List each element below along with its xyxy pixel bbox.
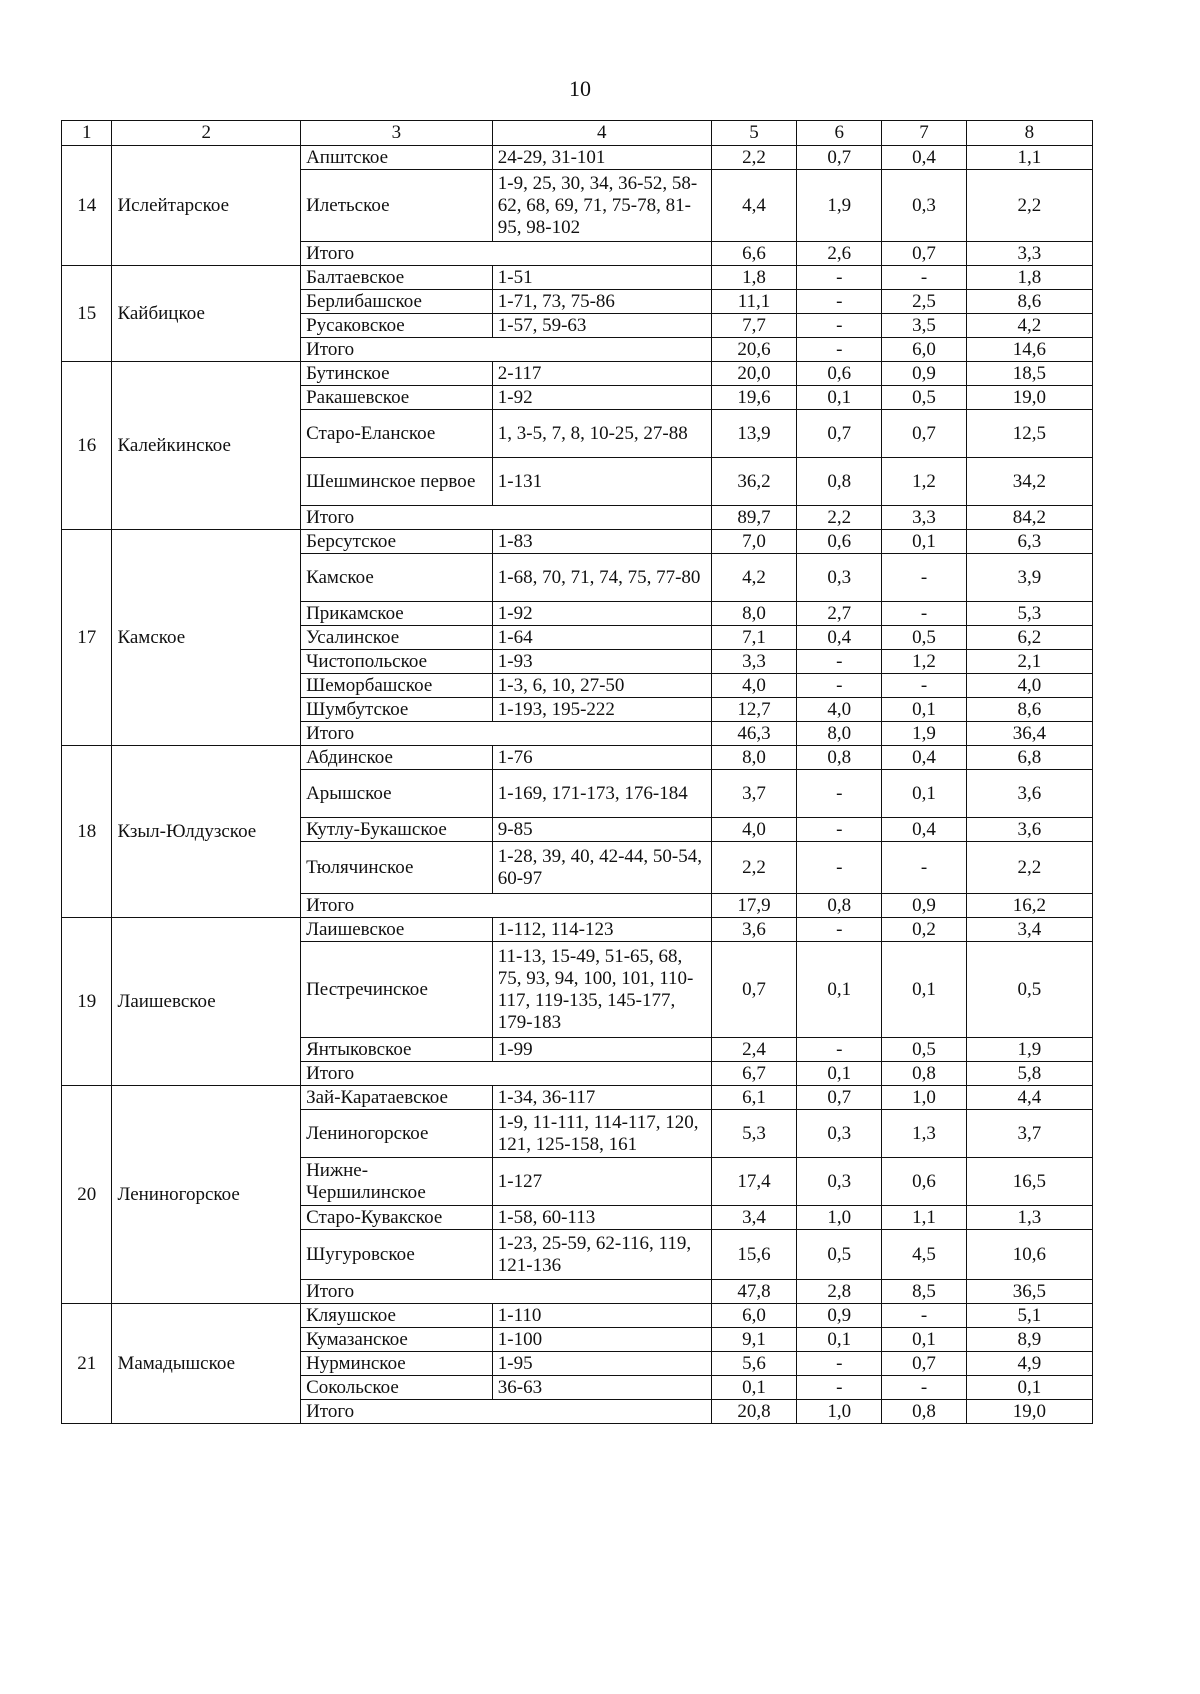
quarter-numbers: 11-13, 15-49, 51-65, 68, 75, 93, 94, 100, 101, 110-117, 119-135, 145-177, 179-183 — [492, 942, 711, 1038]
table-row — [62, 146, 1093, 170]
forestry-name: Старо-Кувакское — [301, 1206, 493, 1230]
value-col7: 6,0 — [882, 338, 967, 362]
quarter-numbers: 1-112, 114-123 — [492, 918, 711, 942]
value-col7: - — [882, 1304, 967, 1328]
value-col5: 17,9 — [711, 894, 797, 918]
quarter-numbers: 1-127 — [492, 1158, 711, 1206]
value-col8: 8,6 — [966, 290, 1092, 314]
forestry-name: Русаковское — [301, 314, 493, 338]
value-col7: 0,9 — [882, 894, 967, 918]
forestry-name: Илетьское — [301, 170, 493, 242]
value-col6: - — [797, 842, 882, 894]
value-col5: 46,3 — [711, 722, 797, 746]
value-col5: 2,2 — [711, 842, 797, 894]
value-col5: 4,0 — [711, 818, 797, 842]
value-col6: - — [797, 314, 882, 338]
value-col5: 8,0 — [711, 602, 797, 626]
forestry-name: Тюлячинское — [301, 842, 493, 894]
quarter-numbers: 1-28, 39, 40, 42-44, 50-54, 60-97 — [492, 842, 711, 894]
value-col5: 1,8 — [711, 266, 797, 290]
district-number: 14 — [62, 146, 112, 266]
value-col5: 3,6 — [711, 918, 797, 942]
column-header: 2 — [112, 121, 301, 146]
value-col8: 3,6 — [966, 770, 1092, 818]
district-number: 20 — [62, 1086, 112, 1304]
value-col6: 0,8 — [797, 458, 882, 506]
page-number: 10 — [569, 76, 591, 101]
quarter-numbers: 1-51 — [492, 266, 711, 290]
quarter-numbers: 36-63 — [492, 1376, 711, 1400]
forestry-name: Камское — [301, 554, 493, 602]
value-col8: 5,3 — [966, 602, 1092, 626]
forestry-name: Шумбутское — [301, 698, 493, 722]
value-col7: 0,1 — [882, 942, 967, 1038]
value-col8: 3,4 — [966, 918, 1092, 942]
value-col8: 4,0 — [966, 674, 1092, 698]
value-col6: 0,3 — [797, 1110, 882, 1158]
column-header: 3 — [301, 121, 493, 146]
value-col5: 12,7 — [711, 698, 797, 722]
quarter-numbers: 1-131 — [492, 458, 711, 506]
value-col5: 20,8 — [711, 1400, 797, 1424]
value-col7: 2,5 — [882, 290, 967, 314]
district-number: 18 — [62, 746, 112, 918]
value-col5: 0,1 — [711, 1376, 797, 1400]
value-col6: 2,2 — [797, 506, 882, 530]
district-number: 16 — [62, 362, 112, 530]
value-col5: 7,1 — [711, 626, 797, 650]
value-col7: 0,2 — [882, 918, 967, 942]
value-col6: 4,0 — [797, 698, 882, 722]
value-col7: 0,8 — [882, 1400, 967, 1424]
total-label: Итого — [301, 1400, 712, 1424]
value-col7: 0,1 — [882, 770, 967, 818]
value-col6: - — [797, 1038, 882, 1062]
quarter-numbers: 1-193, 195-222 — [492, 698, 711, 722]
value-col5: 5,3 — [711, 1110, 797, 1158]
value-col5: 13,9 — [711, 410, 797, 458]
value-col5: 6,7 — [711, 1062, 797, 1086]
forestry-name: Шешминское первое — [301, 458, 493, 506]
quarter-numbers: 1-23, 25-59, 62-116, 119, 121-136 — [492, 1230, 711, 1280]
value-col5: 4,4 — [711, 170, 797, 242]
value-col6: 2,8 — [797, 1280, 882, 1304]
value-col7: 0,8 — [882, 1062, 967, 1086]
quarter-numbers: 1-76 — [492, 746, 711, 770]
value-col6: 1,0 — [797, 1206, 882, 1230]
value-col7: 1,3 — [882, 1110, 967, 1158]
value-col6: 0,9 — [797, 1304, 882, 1328]
forestry-name: Нижне-Чершилинское — [301, 1158, 493, 1206]
value-col5: 7,7 — [711, 314, 797, 338]
value-col8: 6,8 — [966, 746, 1092, 770]
value-col8: 5,1 — [966, 1304, 1092, 1328]
quarter-numbers: 1-68, 70, 71, 74, 75, 77-80 — [492, 554, 711, 602]
forest-area-table — [61, 120, 1093, 1424]
quarter-numbers: 1-99 — [492, 1038, 711, 1062]
forestry-name: Пестречинское — [301, 942, 493, 1038]
table-row — [62, 918, 1093, 942]
forestry-name: Бутинское — [301, 362, 493, 386]
value-col6: - — [797, 266, 882, 290]
quarter-numbers: 1-9, 11-111, 114-117, 120, 121, 125-158, 161 — [492, 1110, 711, 1158]
value-col8: 8,9 — [966, 1328, 1092, 1352]
value-col7: 0,5 — [882, 1038, 967, 1062]
value-col6: 0,6 — [797, 362, 882, 386]
forestry-name: Лениногорское — [301, 1110, 493, 1158]
district-name: Калейкинское — [112, 362, 301, 530]
value-col6: 0,1 — [797, 942, 882, 1038]
forestry-name: Сокольское — [301, 1376, 493, 1400]
value-col8: 3,6 — [966, 818, 1092, 842]
value-col6: - — [797, 1352, 882, 1376]
quarter-numbers: 24-29, 31-101 — [492, 146, 711, 170]
value-col8: 1,9 — [966, 1038, 1092, 1062]
value-col5: 2,4 — [711, 1038, 797, 1062]
value-col7: 0,1 — [882, 1328, 967, 1352]
quarter-numbers: 1-169, 171-173, 176-184 — [492, 770, 711, 818]
value-col6: - — [797, 338, 882, 362]
district-name: Мамадышское — [112, 1304, 301, 1424]
value-col6: 0,8 — [797, 894, 882, 918]
table-row — [62, 746, 1093, 770]
forestry-name: Берсутское — [301, 530, 493, 554]
value-col7: 1,2 — [882, 458, 967, 506]
table-row — [62, 1304, 1093, 1328]
total-label: Итого — [301, 506, 712, 530]
forestry-name: Апштское — [301, 146, 493, 170]
value-col7: 0,7 — [882, 1352, 967, 1376]
total-label: Итого — [301, 894, 712, 918]
district-number: 15 — [62, 266, 112, 362]
value-col8: 3,7 — [966, 1110, 1092, 1158]
value-col5: 17,4 — [711, 1158, 797, 1206]
value-col8: 36,5 — [966, 1280, 1092, 1304]
column-header: 6 — [797, 121, 882, 146]
value-col6: - — [797, 918, 882, 942]
value-col7: - — [882, 554, 967, 602]
quarter-numbers: 1-64 — [492, 626, 711, 650]
value-col7: - — [882, 674, 967, 698]
value-col8: 6,2 — [966, 626, 1092, 650]
forestry-name: Лаишевское — [301, 918, 493, 942]
value-col6: - — [797, 770, 882, 818]
district-number: 17 — [62, 530, 112, 746]
value-col7: 1,9 — [882, 722, 967, 746]
forestry-name: Янтыковское — [301, 1038, 493, 1062]
value-col8: 4,9 — [966, 1352, 1092, 1376]
value-col8: 3,9 — [966, 554, 1092, 602]
value-col5: 6,0 — [711, 1304, 797, 1328]
value-col7: - — [882, 1376, 967, 1400]
value-col7: 1,2 — [882, 650, 967, 674]
value-col7: 1,1 — [882, 1206, 967, 1230]
district-name: Камское — [112, 530, 301, 746]
value-col5: 4,2 — [711, 554, 797, 602]
table-row — [62, 266, 1093, 290]
quarter-numbers: 1-9, 25, 30, 34, 36-52, 58-62, 68, 69, 71, 75-78, 81-95, 98-102 — [492, 170, 711, 242]
quarter-numbers: 1-93 — [492, 650, 711, 674]
quarter-numbers: 1-83 — [492, 530, 711, 554]
value-col7: 0,4 — [882, 818, 967, 842]
value-col6: - — [797, 818, 882, 842]
value-col5: 3,4 — [711, 1206, 797, 1230]
forestry-name: Кляушское — [301, 1304, 493, 1328]
total-label: Итого — [301, 1280, 712, 1304]
district-name: Лаишевское — [112, 918, 301, 1086]
value-col5: 8,0 — [711, 746, 797, 770]
total-label: Итого — [301, 1062, 712, 1086]
value-col6: 1,9 — [797, 170, 882, 242]
quarter-numbers: 1-110 — [492, 1304, 711, 1328]
district-name: Кайбицкое — [112, 266, 301, 362]
value-col7: 8,5 — [882, 1280, 967, 1304]
value-col8: 8,6 — [966, 698, 1092, 722]
forestry-name: Арышское — [301, 770, 493, 818]
value-col8: 5,8 — [966, 1062, 1092, 1086]
value-col7: 0,1 — [882, 530, 967, 554]
value-col8: 6,3 — [966, 530, 1092, 554]
value-col5: 6,6 — [711, 242, 797, 266]
value-col7: 4,5 — [882, 1230, 967, 1280]
forestry-name: Шеморбашское — [301, 674, 493, 698]
quarter-numbers: 1-34, 36-117 — [492, 1086, 711, 1110]
value-col6: 0,5 — [797, 1230, 882, 1280]
district-name: Ислейтарское — [112, 146, 301, 266]
value-col6: 0,3 — [797, 554, 882, 602]
quarter-numbers: 1-3, 6, 10, 27-50 — [492, 674, 711, 698]
column-header: 4 — [492, 121, 711, 146]
table-row — [62, 362, 1093, 386]
value-col7: - — [882, 266, 967, 290]
value-col8: 34,2 — [966, 458, 1092, 506]
forestry-name: Берлибашское — [301, 290, 493, 314]
column-header: 8 — [966, 121, 1092, 146]
value-col5: 2,2 — [711, 146, 797, 170]
value-col5: 6,1 — [711, 1086, 797, 1110]
value-col7: 0,6 — [882, 1158, 967, 1206]
value-col7: 0,5 — [882, 626, 967, 650]
value-col6: 0,8 — [797, 746, 882, 770]
forestry-name: Балтаевское — [301, 266, 493, 290]
value-col8: 19,0 — [966, 1400, 1092, 1424]
district-name: Кзыл-Юлдузское — [112, 746, 301, 918]
forestry-name: Шугуровское — [301, 1230, 493, 1280]
value-col5: 11,1 — [711, 290, 797, 314]
value-col6: 0,1 — [797, 386, 882, 410]
forestry-name: Старо-Еланское — [301, 410, 493, 458]
value-col8: 4,4 — [966, 1086, 1092, 1110]
value-col8: 2,2 — [966, 170, 1092, 242]
forestry-name: Кумазанское — [301, 1328, 493, 1352]
value-col8: 4,2 — [966, 314, 1092, 338]
value-col6: 0,1 — [797, 1062, 882, 1086]
forestry-name: Чистопольское — [301, 650, 493, 674]
value-col5: 36,2 — [711, 458, 797, 506]
value-col7: 1,0 — [882, 1086, 967, 1110]
forestry-name: Ракашевское — [301, 386, 493, 410]
forestry-name: Нурминское — [301, 1352, 493, 1376]
value-col7: 0,4 — [882, 146, 967, 170]
quarter-numbers: 1, 3-5, 7, 8, 10-25, 27-88 — [492, 410, 711, 458]
value-col6: 0,7 — [797, 1086, 882, 1110]
quarter-numbers: 1-100 — [492, 1328, 711, 1352]
value-col7: 0,9 — [882, 362, 967, 386]
district-number: 21 — [62, 1304, 112, 1424]
forestry-name: Кутлу-Букашское — [301, 818, 493, 842]
value-col5: 15,6 — [711, 1230, 797, 1280]
value-col6: 0,6 — [797, 530, 882, 554]
column-header: 7 — [882, 121, 967, 146]
district-name: Лениногорское — [112, 1086, 301, 1304]
value-col6: - — [797, 674, 882, 698]
value-col8: 14,6 — [966, 338, 1092, 362]
value-col5: 0,7 — [711, 942, 797, 1038]
quarter-numbers: 9-85 — [492, 818, 711, 842]
total-label: Итого — [301, 242, 712, 266]
value-col8: 0,5 — [966, 942, 1092, 1038]
value-col7: - — [882, 842, 967, 894]
value-col8: 1,8 — [966, 266, 1092, 290]
value-col8: 10,6 — [966, 1230, 1092, 1280]
value-col5: 9,1 — [711, 1328, 797, 1352]
quarter-numbers: 1-95 — [492, 1352, 711, 1376]
value-col6: 0,1 — [797, 1328, 882, 1352]
value-col8: 36,4 — [966, 722, 1092, 746]
value-col5: 20,0 — [711, 362, 797, 386]
table-row — [62, 530, 1093, 554]
value-col6: - — [797, 650, 882, 674]
quarter-numbers: 1-92 — [492, 386, 711, 410]
value-col5: 3,3 — [711, 650, 797, 674]
quarter-numbers: 2-117 — [492, 362, 711, 386]
value-col7: - — [882, 602, 967, 626]
quarter-numbers: 1-92 — [492, 602, 711, 626]
value-col8: 2,1 — [966, 650, 1092, 674]
total-label: Итого — [301, 338, 712, 362]
forestry-name: Прикамское — [301, 602, 493, 626]
value-col7: 0,7 — [882, 410, 967, 458]
value-col6: 0,7 — [797, 146, 882, 170]
value-col6: - — [797, 1376, 882, 1400]
value-col8: 16,5 — [966, 1158, 1092, 1206]
value-col5: 19,6 — [711, 386, 797, 410]
value-col8: 0,1 — [966, 1376, 1092, 1400]
forestry-name: Усалинское — [301, 626, 493, 650]
district-number: 19 — [62, 918, 112, 1086]
value-col7: 3,5 — [882, 314, 967, 338]
table-header-row — [62, 121, 1093, 146]
value-col7: 0,4 — [882, 746, 967, 770]
forestry-name: Абдинское — [301, 746, 493, 770]
value-col8: 18,5 — [966, 362, 1092, 386]
total-label: Итого — [301, 722, 712, 746]
value-col6: 8,0 — [797, 722, 882, 746]
value-col6: 1,0 — [797, 1400, 882, 1424]
value-col8: 1,1 — [966, 146, 1092, 170]
value-col5: 20,6 — [711, 338, 797, 362]
value-col5: 4,0 — [711, 674, 797, 698]
value-col5: 3,7 — [711, 770, 797, 818]
value-col5: 89,7 — [711, 506, 797, 530]
table-row — [62, 1086, 1093, 1110]
value-col7: 0,1 — [882, 698, 967, 722]
column-header: 5 — [711, 121, 797, 146]
quarter-numbers: 1-57, 59-63 — [492, 314, 711, 338]
value-col5: 7,0 — [711, 530, 797, 554]
quarter-numbers: 1-58, 60-113 — [492, 1206, 711, 1230]
value-col7: 0,3 — [882, 170, 967, 242]
value-col6: 0,4 — [797, 626, 882, 650]
value-col7: 3,3 — [882, 506, 967, 530]
value-col8: 16,2 — [966, 894, 1092, 918]
value-col6: 0,3 — [797, 1158, 882, 1206]
value-col8: 84,2 — [966, 506, 1092, 530]
value-col7: 0,5 — [882, 386, 967, 410]
value-col6: - — [797, 290, 882, 314]
value-col8: 2,2 — [966, 842, 1092, 894]
value-col6: 2,7 — [797, 602, 882, 626]
value-col7: 0,7 — [882, 242, 967, 266]
value-col5: 47,8 — [711, 1280, 797, 1304]
value-col8: 19,0 — [966, 386, 1092, 410]
value-col6: 2,6 — [797, 242, 882, 266]
value-col8: 12,5 — [966, 410, 1092, 458]
value-col8: 3,3 — [966, 242, 1092, 266]
quarter-numbers: 1-71, 73, 75-86 — [492, 290, 711, 314]
value-col6: 0,7 — [797, 410, 882, 458]
value-col8: 1,3 — [966, 1206, 1092, 1230]
column-header: 1 — [62, 121, 112, 146]
forestry-name: Зай-Каратаевское — [301, 1086, 493, 1110]
value-col5: 5,6 — [711, 1352, 797, 1376]
